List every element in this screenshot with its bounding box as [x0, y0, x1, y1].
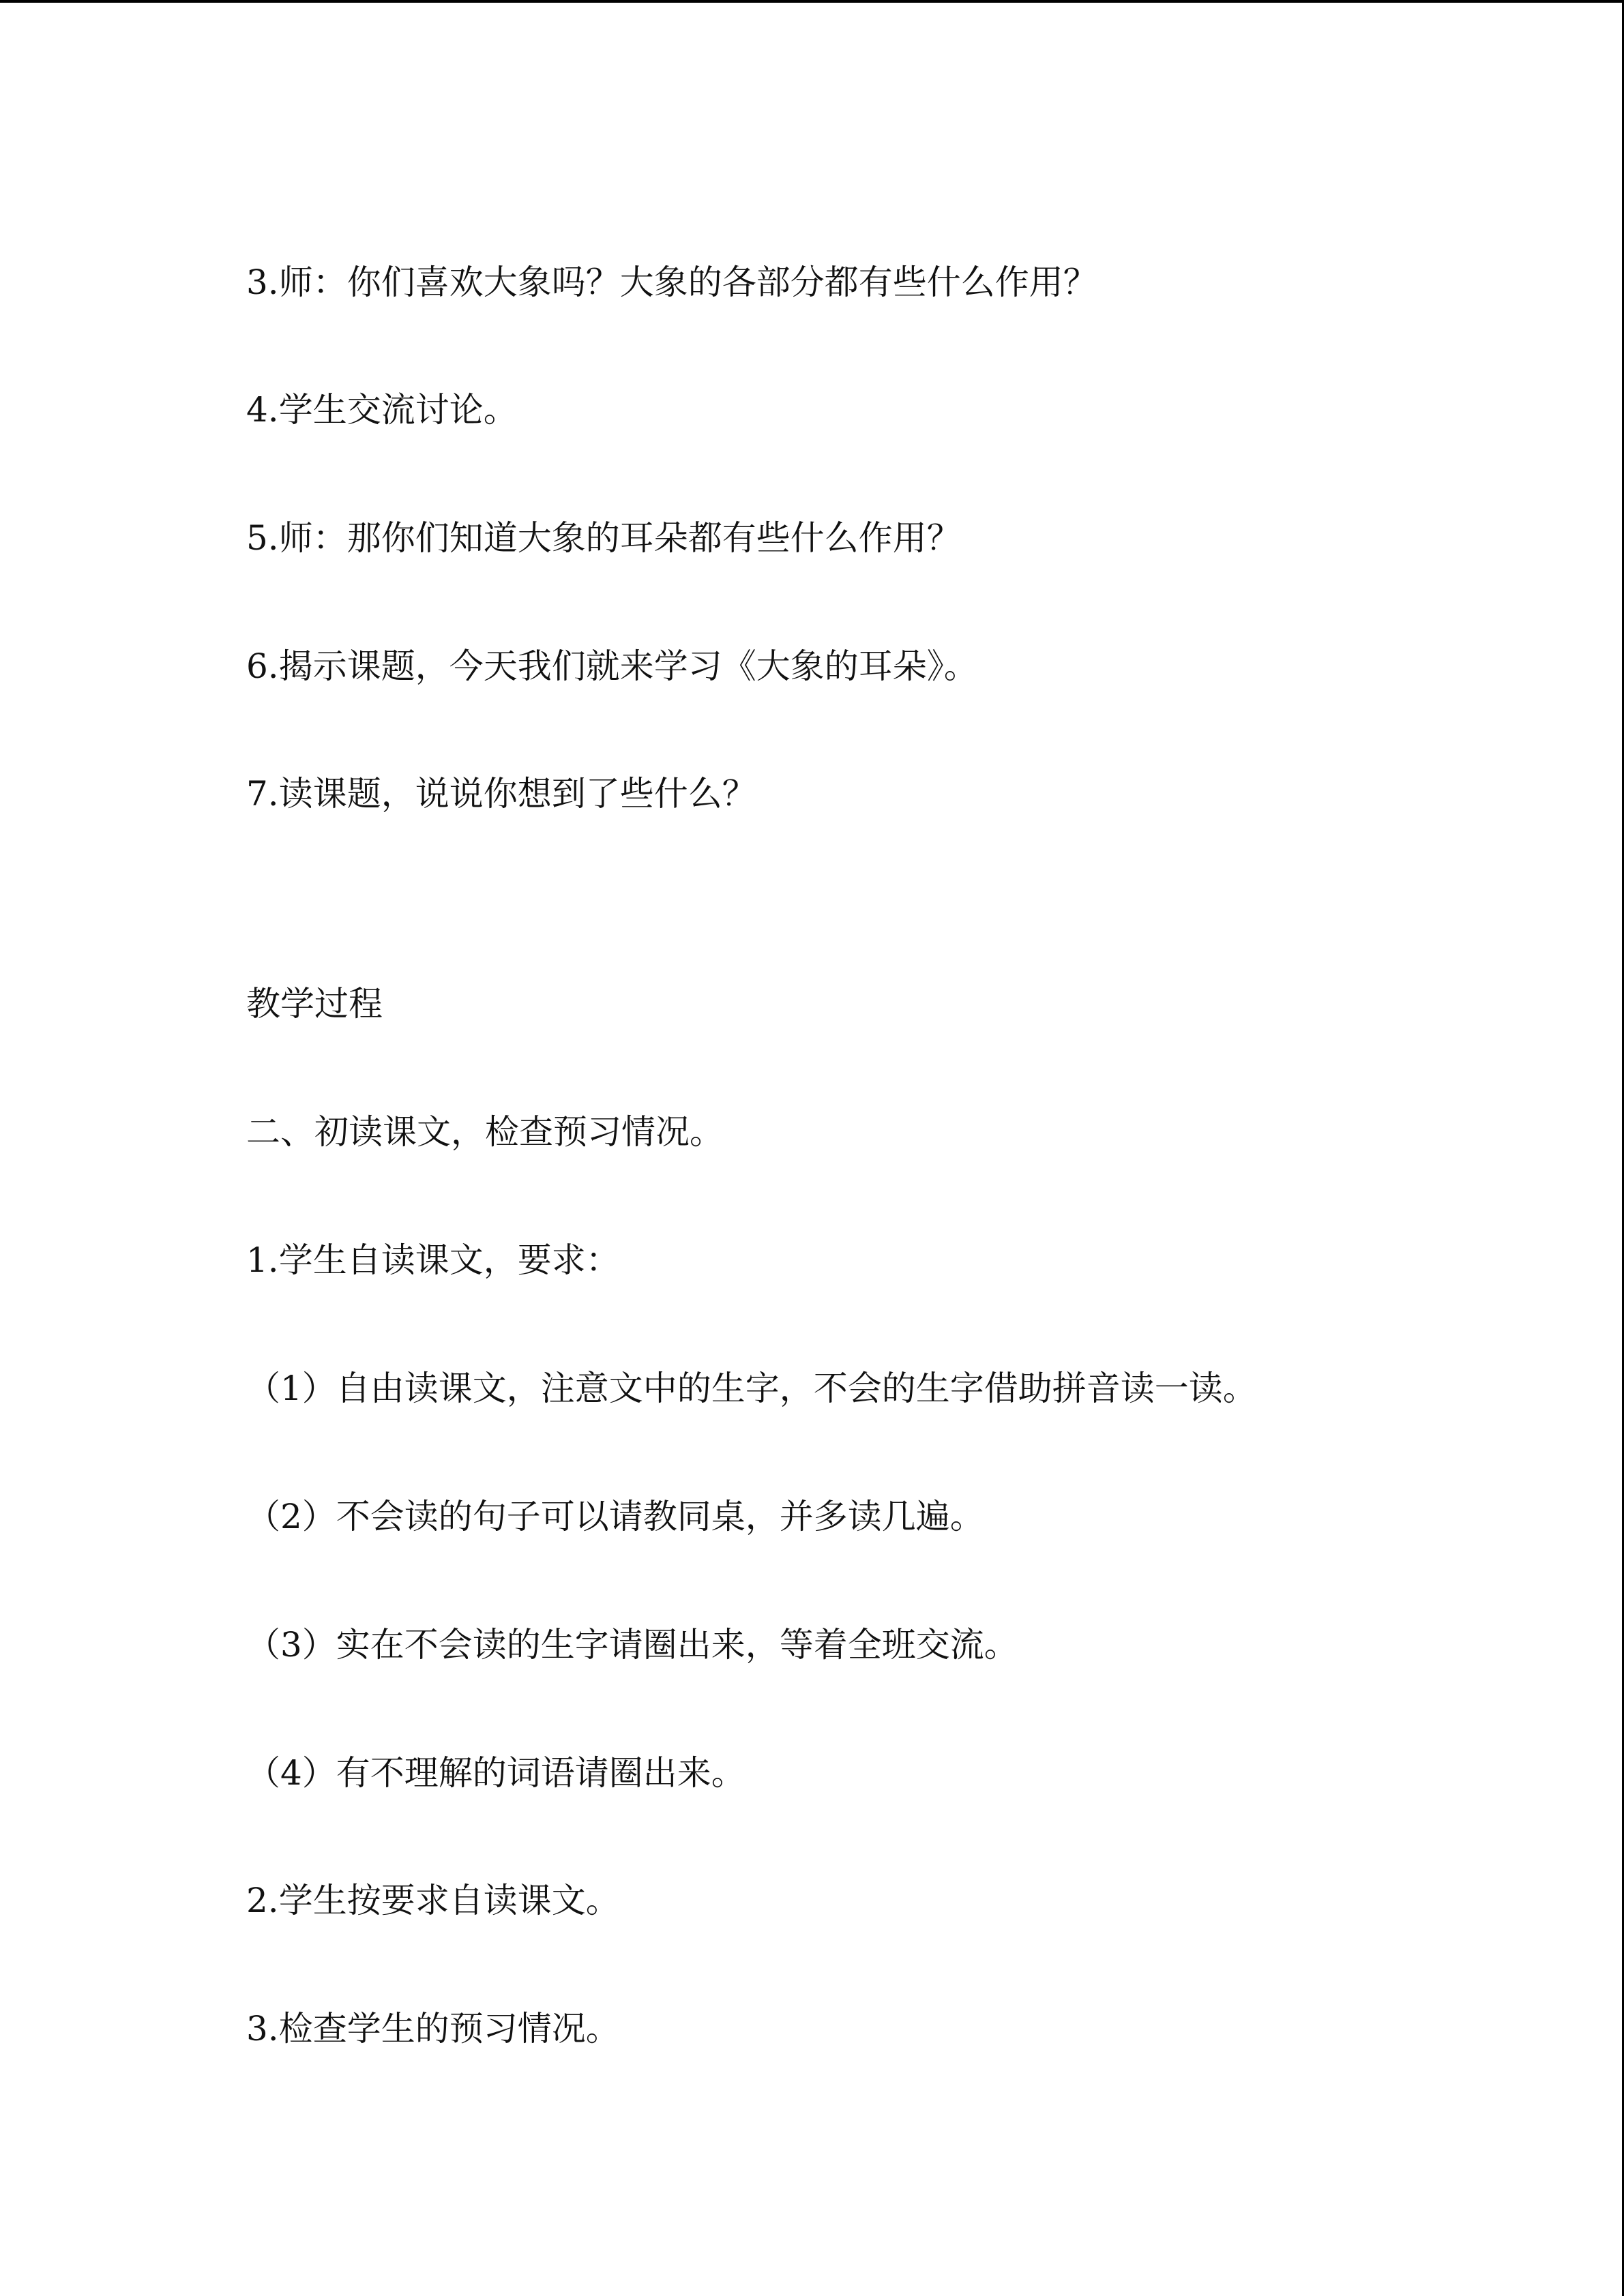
text-line: 7.读课题，说说你想到了些什么？	[246, 774, 756, 814]
document-page	[246, 0, 1542, 2296]
text-line: 二、初读课文，检查预习情况。	[246, 1112, 724, 1152]
text-line: 3.师：你们喜欢大象吗？大象的各部分都有些什么作用？	[246, 263, 1097, 302]
text-line: 5.师：那你们知道大象的耳朵都有些什么作用？	[246, 518, 961, 558]
text-line: （4）有不理解的词语请圈出来。	[246, 1753, 745, 1793]
section-heading: 教学过程	[246, 984, 383, 1024]
text-line: （3）实在不会读的生字请圈出来，等着全班交流。	[246, 1625, 1018, 1665]
text-line: （1）自由读课文，注意文中的生字，不会的生字借助拼音读一读。	[246, 1369, 1257, 1408]
text-line: 3.检查学生的预习情况。	[246, 2009, 620, 2048]
text-line: 4.学生交流讨论。	[246, 390, 518, 430]
text-line: 6.揭示课题，今天我们就来学习《大象的耳朵》。	[246, 646, 978, 686]
text-line: 1.学生自读课文，要求：	[246, 1240, 620, 1280]
text-line: （2）不会读的句子可以请教同桌，并多读几遍。	[246, 1497, 984, 1536]
text-line: 2.学生按要求自读课文。	[246, 1881, 620, 1920]
